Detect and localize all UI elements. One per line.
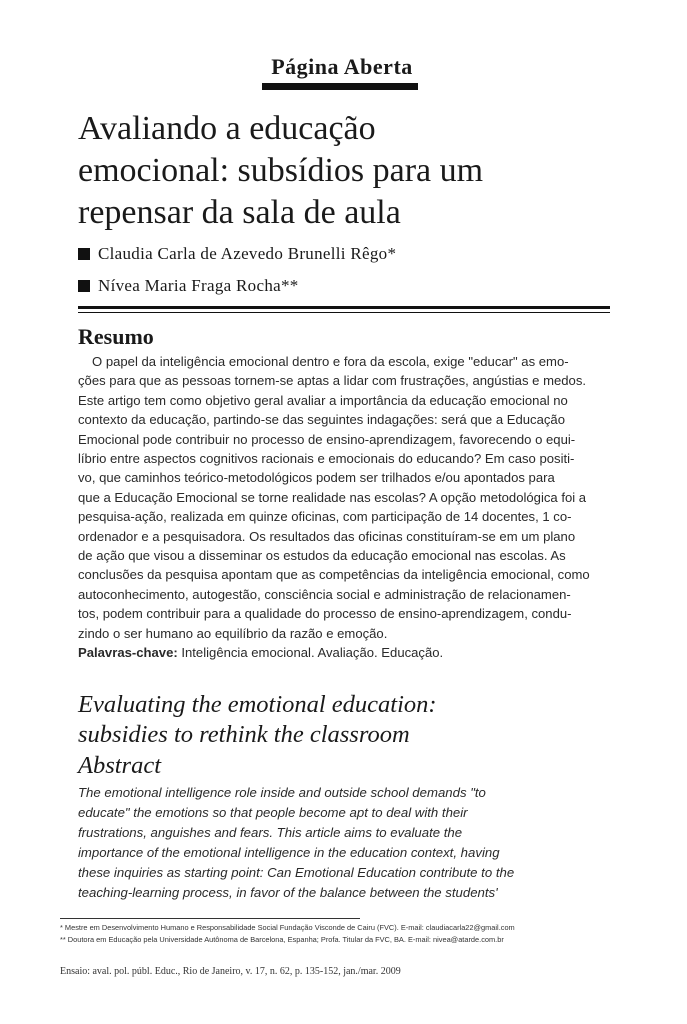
resumo-line: que a Educação Emocional se torne realidade nas escolas? A opção metodológica foi a xyxy=(78,489,587,505)
resumo-heading: Resumo xyxy=(78,324,154,349)
abstract-line: frustrations, anguishes and fears. This article aims to evaluate the xyxy=(78,825,463,840)
author-name: Claudia Carla de Azevedo Brunelli Rêgo* xyxy=(98,244,397,263)
english-title-line: subsidies to rethink the classroom xyxy=(78,721,410,748)
divider-thick xyxy=(78,306,610,309)
resumo-line: zindo o ser humano ao equilíbrio da razão e emoção. xyxy=(78,625,388,641)
footnote: ** Doutora em Educação pela Universidade Autônoma de Barcelona, Espanha; Profa. Titular da FVC, BA. E-mail: nivea@atarde.com.br xyxy=(60,935,504,944)
abstract-line: importance of the emotional intelligence in the education context, having xyxy=(78,845,500,860)
section-header: Página Aberta xyxy=(271,54,413,79)
footnote: * Mestre em Desenvolvimento Humano e Responsabilidade Social Fundação Visconde de Cairu (FVC). E-mail: claudiacarla22@gmail.com xyxy=(60,923,515,932)
divider-thin xyxy=(78,312,610,313)
article-title-line: emocional: subsídios para um xyxy=(78,152,484,189)
keywords-label: Palavras-chave: xyxy=(78,645,178,661)
footnotes xyxy=(60,922,615,946)
resumo-line: Emocional pode contribuir no processo de ensino-aprendizagem, favorecendo o equi- xyxy=(78,431,576,447)
square-bullet-icon xyxy=(78,280,90,292)
english-title xyxy=(78,690,618,750)
english-title-line: Evaluating the emotional education: xyxy=(78,691,437,718)
resumo-line: Este artigo tem como objetivo geral avaliar a importância da educação emocional no xyxy=(78,392,568,408)
resumo-line: ções para que as pessoas tornem-se aptas a lidar com frustrações, angústias e medos. xyxy=(78,373,587,389)
author-1 xyxy=(78,242,396,266)
resumo-line: conclusões da pesquisa apontam que as competências da inteligência emocional, como xyxy=(78,567,590,583)
resumo-line: autoconhecimento, autogestão, consciência social e administração de relacionamen- xyxy=(78,586,571,602)
abstract-heading: Abstract xyxy=(78,752,162,779)
resumo-line: ordenador e a pesquisadora. Os resultados das oficinas constituíram-se em um plano xyxy=(78,528,576,544)
article-title xyxy=(78,108,638,234)
resumo-line: pesquisa-ação, realizada em quinze oficinas, com participação de 14 docentes, 1 co- xyxy=(78,509,572,525)
keywords-line xyxy=(78,643,610,662)
abstract-body xyxy=(78,783,610,903)
resumo-line: de ação que visou a disseminar os estudos da educação emocional nas escolas. As xyxy=(78,548,566,564)
keywords: Inteligência emocional. Avaliação. Educação. xyxy=(181,645,444,661)
abstract-line: educate" the emotions so that people become apt to deal with their xyxy=(78,805,468,820)
abstract-line: The emotional intelligence role inside and outside school demands "to xyxy=(78,785,486,800)
resumo-line: O papel da inteligência emocional dentro e fora da escola, exige "educar" as emo- xyxy=(92,354,569,369)
square-bullet-icon xyxy=(78,248,90,260)
author-name: Nívea Maria Fraga Rocha** xyxy=(98,276,299,295)
article-title-line: Avaliando a educação xyxy=(78,110,376,147)
journal-citation: Ensaio: aval. pol. públ. Educ., Rio de Janeiro, v. 17, n. 62, p. 135-152, jan./mar. 2009 xyxy=(60,966,401,977)
resumo-line: líbrio entre aspectos cognitivos racionais e emocionais do educando? Em caso positi- xyxy=(78,451,575,467)
resumo-line: vo, que caminhos teórico-metodológicos podem ser trilhados e/ou apontados para xyxy=(78,470,555,486)
section-header-bar xyxy=(262,83,418,90)
resumo-line: contexto da educação, partindo-se das seguintes indagações: será que a Educação xyxy=(78,412,565,428)
abstract-line: these inquiries as starting point: Can Emotional Education contribute to the xyxy=(78,865,515,880)
footnote-divider xyxy=(60,918,360,919)
author-2 xyxy=(78,274,299,298)
abstract-line: teaching-learning process, in favor of the balance between the students' xyxy=(78,885,498,900)
resumo-line: tos, podem contribuir para a qualidade do processo de ensino-aprendizagem, condu- xyxy=(78,606,572,622)
article-title-line: repensar da sala de aula xyxy=(78,194,401,231)
resumo-body xyxy=(78,352,610,663)
